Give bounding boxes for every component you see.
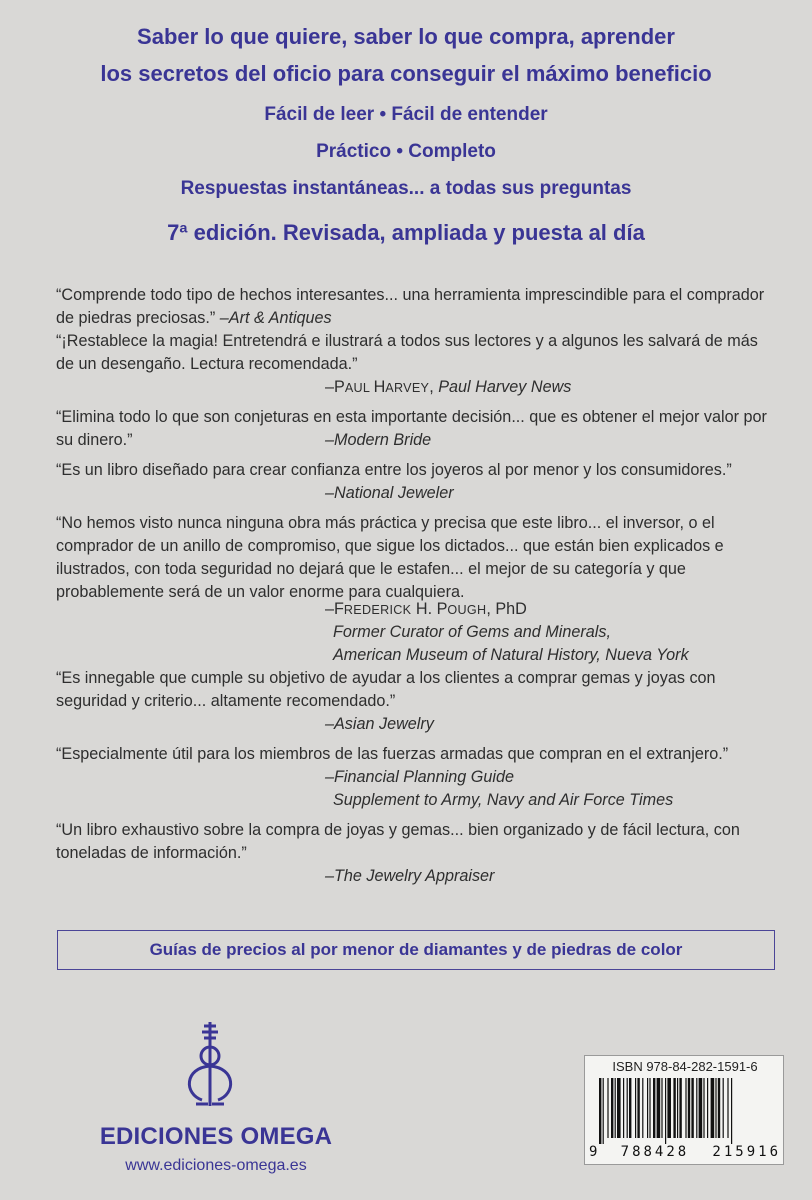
barcode-bar	[731, 1078, 732, 1144]
barcode-bar	[699, 1078, 703, 1138]
barcode-bars	[597, 1078, 773, 1144]
barcode-bar	[688, 1078, 690, 1138]
barcode-bar	[673, 1078, 675, 1138]
barcode-bar	[603, 1078, 604, 1144]
review-source: Paul Harvey News	[438, 378, 572, 396]
edition-note: 7ª edición. Revisada, ampliada y puesta al día	[167, 220, 645, 245]
barcode-bar	[691, 1078, 693, 1138]
tagline-line-2: los secretos del oficio para conseguir el máximo beneficio	[100, 61, 712, 86]
barcode-bar	[615, 1078, 616, 1138]
barcode-bar	[647, 1078, 648, 1138]
review-source-7: –Financial Planning Guide	[325, 768, 514, 786]
barcode-bar	[727, 1078, 728, 1138]
barcode-bar	[629, 1078, 631, 1138]
barcode-bar	[685, 1078, 686, 1138]
review-quote-5: “No hemos visto nunca ninguna obra más práctica y precisa que este libro... el inversor, o el comprador de un anillo de compromiso, que sigue los dictados... que están bien explicados e ilustrados, con toda seguridad no dejará que le estafen... el mejor de su categoría y que probablemente será de un valor enorme para cualquiera.	[56, 514, 724, 601]
review-source-6: –Asian Jewelry	[325, 715, 434, 733]
review-source-7b: Supplement to Army, Navy and Air Force Times	[333, 791, 674, 809]
barcode-bar	[661, 1078, 662, 1138]
price-guides-banner	[57, 930, 775, 970]
barcode-bar	[703, 1078, 704, 1138]
publisher-url[interactable]: www.ediciones-omega.es	[125, 1157, 307, 1174]
barcode-bar	[711, 1078, 715, 1138]
tagline-line-3: Fácil de leer • Fácil de entender	[264, 104, 548, 125]
review-source-4: –National Jeweler	[325, 484, 454, 502]
barcode-bar	[723, 1078, 724, 1138]
review-source-3: –Modern Bride	[325, 431, 432, 449]
barcode-bar	[696, 1078, 697, 1138]
tagline-line-1: Saber lo que quiere, saber lo que compra, aprender	[137, 24, 675, 49]
tagline-line-4: Práctico • Completo	[316, 141, 496, 162]
barcode-bar	[657, 1078, 661, 1138]
review-source: –Art & Antiques	[219, 309, 332, 327]
barcode-bar	[667, 1078, 671, 1138]
barcode-bar	[623, 1078, 624, 1138]
barcode-bar	[599, 1078, 601, 1144]
barcode-bar	[707, 1078, 708, 1138]
ean-lead-digit: 9	[589, 1144, 598, 1160]
barcode-bar	[617, 1078, 621, 1138]
price-guides-text: Guías de precios al por menor de diamantes y de piedras de color	[149, 940, 683, 959]
review-quote-7: “Especialmente útil para los miembros de las fuerzas armadas que compran en el extranjero.”	[56, 745, 729, 763]
isbn-barcode	[584, 1055, 784, 1165]
barcode-bar	[611, 1078, 613, 1138]
barcode-bar	[715, 1078, 716, 1138]
barcode-bar	[627, 1078, 628, 1138]
review-quote-2: “¡Restablece la magia! Entretendrá e ilustrará a todos sus lectores y a algunos les salvará de más de un desengaño. Lectura recomendada.”	[56, 332, 758, 373]
tagline-line-5: Respuestas instantáneas... a todas sus preguntas	[180, 178, 632, 199]
barcode-bar	[649, 1078, 650, 1138]
barcode-bar	[635, 1078, 636, 1138]
review-quote-4: “Es un libro diseñado para crear confianza entre los joyeros al por menor y los consumidores.”	[56, 461, 732, 479]
review-quote-1	[56, 284, 776, 330]
review-quote-8: “Un libro exhaustivo sobre la compra de joyas y gemas... bien organizado y de fácil lectura, con toneladas de información.”	[56, 821, 740, 862]
barcode-bar	[665, 1078, 666, 1144]
isbn-label: ISBN 978-84-282-1591-6	[612, 1059, 758, 1074]
ean-right-group: 215916	[712, 1144, 781, 1160]
review-attribution-role-1: Former Curator of Gems and Minerals,	[333, 623, 611, 641]
barcode-bar	[718, 1078, 720, 1138]
omega-logo-icon	[180, 1020, 240, 1112]
review-attribution-role-2: American Museum of Natural History, Nueva York	[333, 646, 689, 664]
review-attribution-2: –PAUL HARVEY, Paul Harvey News	[325, 378, 572, 396]
publisher-name: EDICIONES OMEGA	[99, 1123, 333, 1150]
barcode-bar	[607, 1078, 608, 1138]
review-quote-3: “Elimina todo lo que son conjeturas en esta importante decisión... que es obtener el mejor valor por su dinero.”	[56, 408, 767, 449]
review-attribution-5: –FREDERICK H. POUGH, PhD	[325, 600, 527, 618]
ean-left-group: 788428	[620, 1144, 690, 1160]
barcode-bar	[679, 1078, 681, 1138]
barcode-bar	[637, 1078, 639, 1138]
review-quote-6: “Es innegable que cumple su objetivo de ayudar a los clientes a comprar gemas y joyas con seguridad y criterio... altamente recomendado.”	[56, 669, 716, 710]
barcode-bar	[653, 1078, 655, 1138]
review-quote-text: “Comprende todo tipo de hechos interesantes... una herramienta imprescindible para el comprador de piedras preciosas.”	[56, 286, 765, 327]
barcode-bar	[677, 1078, 678, 1138]
review-source-8: –The Jewelry Appraiser	[325, 867, 495, 885]
ean-digits	[589, 1144, 781, 1160]
barcode-bar	[642, 1078, 643, 1138]
